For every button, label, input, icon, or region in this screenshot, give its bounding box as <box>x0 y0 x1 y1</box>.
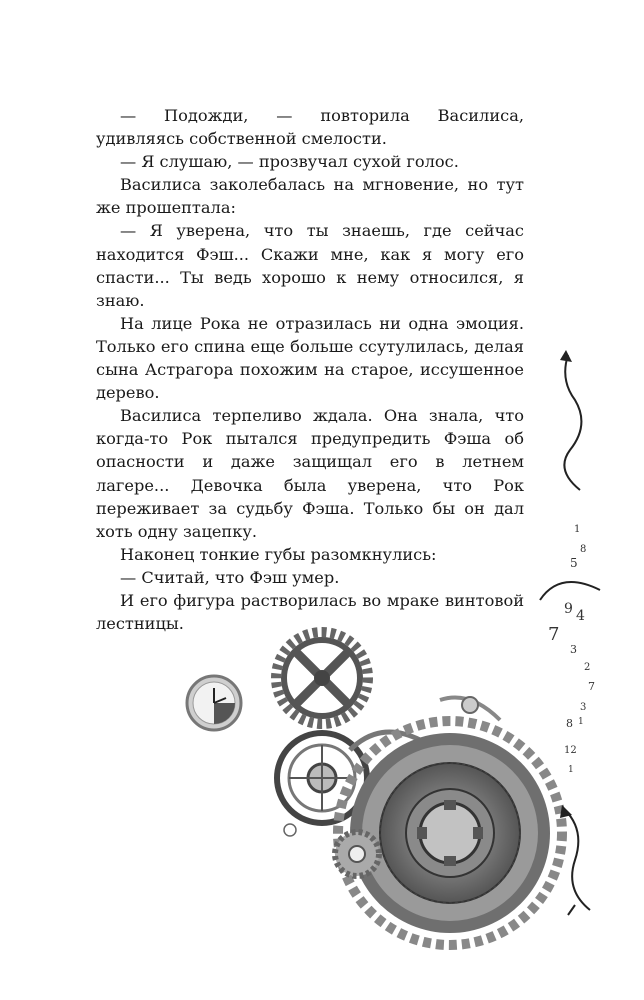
ornament-numbers <box>548 524 595 775</box>
paragraph: — Подожди, — повторила Василиса, удивляясь собственной смелости. <box>96 106 524 149</box>
small-clock-icon <box>187 676 241 730</box>
ornament-number: 3 <box>580 702 587 713</box>
paragraph: Василиса терпеливо ждала. Она знала, что когда-то Рок пытался предупредить Фэша об опасности и даже защищал его в летнем лагере... Девочка была уверена, что Рок переживает за судьбу Фэша. Только бы он дал хоть одну зацепку. <box>96 406 524 541</box>
ornament-number: 8 <box>580 544 587 555</box>
ornament-number: 8 <box>566 717 573 730</box>
ornament-number: 3 <box>570 643 577 656</box>
large-gear-wheel-icon <box>338 721 562 945</box>
ornament-number: 7 <box>588 680 595 693</box>
paragraph: Наконец тонкие губы разомкнулись: <box>120 544 437 564</box>
ornament-number: 9 <box>564 601 573 617</box>
paragraph: — Я уверена, что ты знаешь, где сейчас находится Фэш... Скажи мне, как я могу его спасти... Ты ведь хорошо к нему относился, я знаю. <box>96 221 524 310</box>
ornament-number: 7 <box>548 624 560 645</box>
paragraph: И его фигура растворилась во мраке винтовой лестницы. <box>96 590 524 634</box>
ornament-number: 1 <box>568 765 574 775</box>
ornament-number: 4 <box>576 608 585 624</box>
ornament-number: 5 <box>570 556 578 570</box>
ornament-number: 2 <box>584 662 591 673</box>
small-gear-icon <box>335 832 379 876</box>
ornament-number: 12 <box>564 745 577 756</box>
ornament-number: 1 <box>578 717 584 727</box>
paragraph: Василиса заколебалась на мгновение, но тут же прошептала: <box>96 175 524 218</box>
paragraph: — Считай, что Фэш умер. <box>120 567 340 587</box>
ornament-number: 1 <box>574 524 581 535</box>
spoked-gear-icon <box>276 632 368 724</box>
paragraph: — Я слушаю, — прозвучал сухой голос. <box>120 152 459 172</box>
paragraph: На лице Рока не отразилась ни одна эмоция. Только его спина еще больше ссутулилась, делая сына Астрагора похожим на старое, иссушенное дерево. <box>96 313 524 403</box>
